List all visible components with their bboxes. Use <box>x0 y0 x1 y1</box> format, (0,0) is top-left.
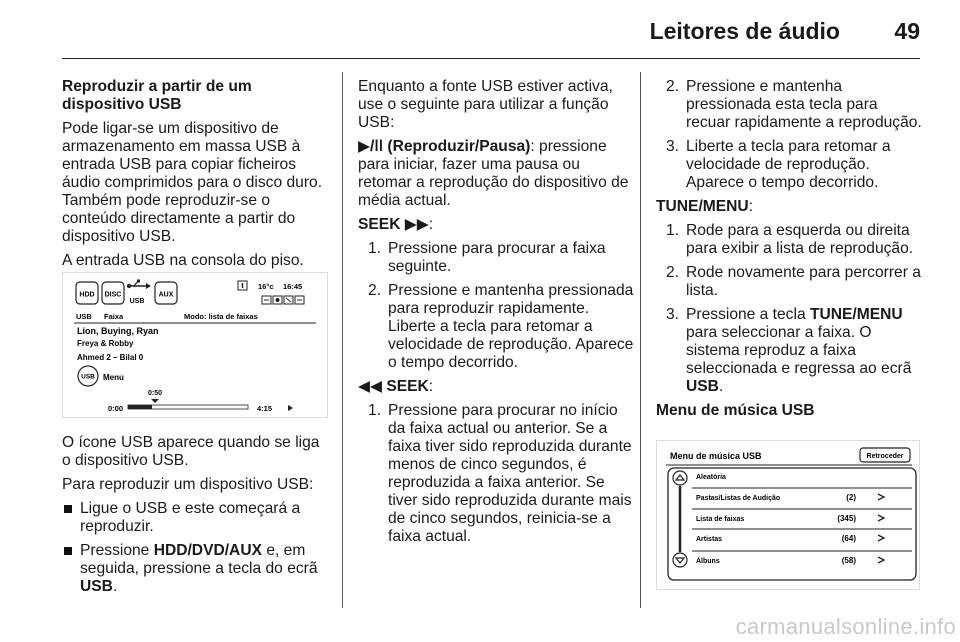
scroll-down-icon[interactable] <box>673 553 687 567</box>
disc-button-label: DISC <box>104 291 122 299</box>
rewind-icon: ◀◀ <box>358 378 387 395</box>
menu-row-label[interactable]: Lista de faixas <box>696 516 745 523</box>
usb-menu-circle-label: USB <box>81 373 95 381</box>
menu-row-count: (345) <box>837 514 856 523</box>
tune-menu-heading: TUNE/MENU: <box>656 198 754 215</box>
seek-back-list-continued <box>656 78 922 192</box>
track-label: Faixa <box>104 312 124 321</box>
page-title: Leitores de áudio <box>649 18 840 44</box>
paragraph-how-to: Para reproduzir um dispositivo USB: <box>62 476 314 493</box>
menu-row-label[interactable]: Aleatória <box>696 474 726 481</box>
header-rule <box>62 58 920 59</box>
list-item: 1. Rode para a esquerda ou direita para exibir a lista de reprodução. <box>666 222 914 257</box>
list-item: 3. Liberte a tecla para retomar a velocidade de reprodução. Aparece o tempo decorrido. <box>666 138 891 191</box>
usb-music-menu-screen <box>656 440 920 590</box>
seek-forward-heading: SEEK ▶▶: <box>358 216 434 233</box>
seek-back-list <box>358 402 634 546</box>
seek-forward-list <box>358 240 634 372</box>
back-button-label: Retroceder <box>866 453 904 460</box>
column-3 <box>656 78 922 426</box>
menu-row-count: (64) <box>841 534 856 543</box>
list-item: 2. Pressione e mantenha pressionada esta tecla para recuar rapidamente a reprodução. <box>666 78 922 131</box>
play-pause-icon: ▶/ǀǀ <box>358 138 388 155</box>
paragraph-usb-location: A entrada USB na consola do piso. <box>62 252 304 269</box>
bullet-item: Ligue o USB e este começará a reproduzir. <box>62 500 330 536</box>
column-2 <box>358 78 634 552</box>
tune-menu-list <box>656 222 922 396</box>
list-item: 2. Pressione e mantenha pressionada para reproduzir rapidamente. Liberte a tecla para retomar a velocidade de reprodução. Aparece o tempo decorrido. <box>368 282 634 371</box>
section-heading-usb: Reproduzir a partir de um dispositivo USB <box>62 78 252 113</box>
fast-forward-icon: ▶▶ <box>400 216 429 233</box>
list-item: 2. Rode novamente para percorrer a lista. <box>666 264 921 299</box>
bullet-square-icon <box>64 505 72 513</box>
list-item: 3. Pressione a tecla TUNE/MENU para seleccionar a faixa. O sistema reproduz a faixa seleccionada e regressa ao ecrã USB. <box>666 306 912 395</box>
usb-button-label: USB <box>129 298 145 305</box>
column-1-lower <box>62 434 330 602</box>
menu-row-label[interactable]: Pastas/Listas de Audição <box>696 495 781 502</box>
source-label: USB <box>76 312 92 321</box>
usb-player-screen <box>62 272 328 418</box>
column-1 <box>62 78 330 276</box>
paragraph-intro: Pode ligar-se um dispositivo de armazenamento em massa USB à entrada USB para copiar ficheiros áudio comprimidos para o disco duro. Também pode reproduzir-se o conteúdo directamente a partir do dispositivo USB. <box>62 120 323 245</box>
seek-back-heading: ◀◀ SEEK: <box>358 378 434 395</box>
track-title: Lion, Buying, Ryan <box>77 326 159 336</box>
watermark: carmanualsonline.info <box>735 614 956 639</box>
track-album: Ahmed 2 – Bilal 0 <box>77 353 144 362</box>
column-divider-1 <box>342 72 343 608</box>
temperature: 16°c <box>258 282 274 291</box>
list-item: 1. Pressione para procurar a faixa seguinte. <box>368 240 606 275</box>
menu-title: Menu de música USB <box>670 451 762 461</box>
page-number: 49 <box>894 18 920 44</box>
play-pause-description: ▶/ǀǀ (Reproduzir/Pausa): pressione para iniciar, fazer uma pausa ou retomar a reprodução do dispositivo de média actual. <box>358 138 629 209</box>
bullet-list <box>62 500 330 596</box>
menu-row-label[interactable]: Álbuns <box>696 558 720 565</box>
usb-player-screenshot <box>62 272 328 418</box>
mode-label: Modo: lista de faixas <box>184 312 258 321</box>
menu-label: Menu <box>103 373 124 382</box>
hdd-button-label: HDD <box>79 291 95 299</box>
start-time: 0:00 <box>108 404 124 413</box>
playback-position: 0:50 <box>147 390 163 397</box>
progress-fill <box>128 405 152 409</box>
bullet-item: Pressione HDD/DVD/AUX e, em seguida, pressione a tecla do ecrã USB. <box>62 542 330 596</box>
track-artist: Freya & Robby <box>77 339 134 348</box>
paragraph-usb-controls: Enquanto a fonte USB estiver activa, use o seguinte para utilizar a função USB: <box>358 78 613 131</box>
column-divider-2 <box>640 72 641 608</box>
paragraph-usb-icon: O ícone USB aparece quando se liga o dispositivo USB. <box>62 434 320 469</box>
usb-music-menu-screenshot <box>656 440 920 590</box>
menu-row-count: (2) <box>846 493 856 502</box>
menu-row-count: (58) <box>841 556 856 565</box>
bullet-square-icon <box>64 547 72 555</box>
end-time: 4:15 <box>257 404 273 413</box>
aux-button-label: AUX <box>158 291 174 299</box>
menu-row-label[interactable]: Artistas <box>696 536 723 543</box>
shuffle-icon[interactable] <box>673 471 687 485</box>
clock: 16:45 <box>283 282 303 291</box>
list-item: 1. Pressione para procurar no início da faixa actual ou anterior. Se a faixa tiver sido reproduzida durante menos de cinco segundos, é reproduzida a faixa anterior. Se tiver sido reproduzida durante mais de cinco segundos, reinicia-se a faixa actual. <box>368 402 632 545</box>
usb-music-menu-heading: Menu de música USB <box>656 402 815 419</box>
